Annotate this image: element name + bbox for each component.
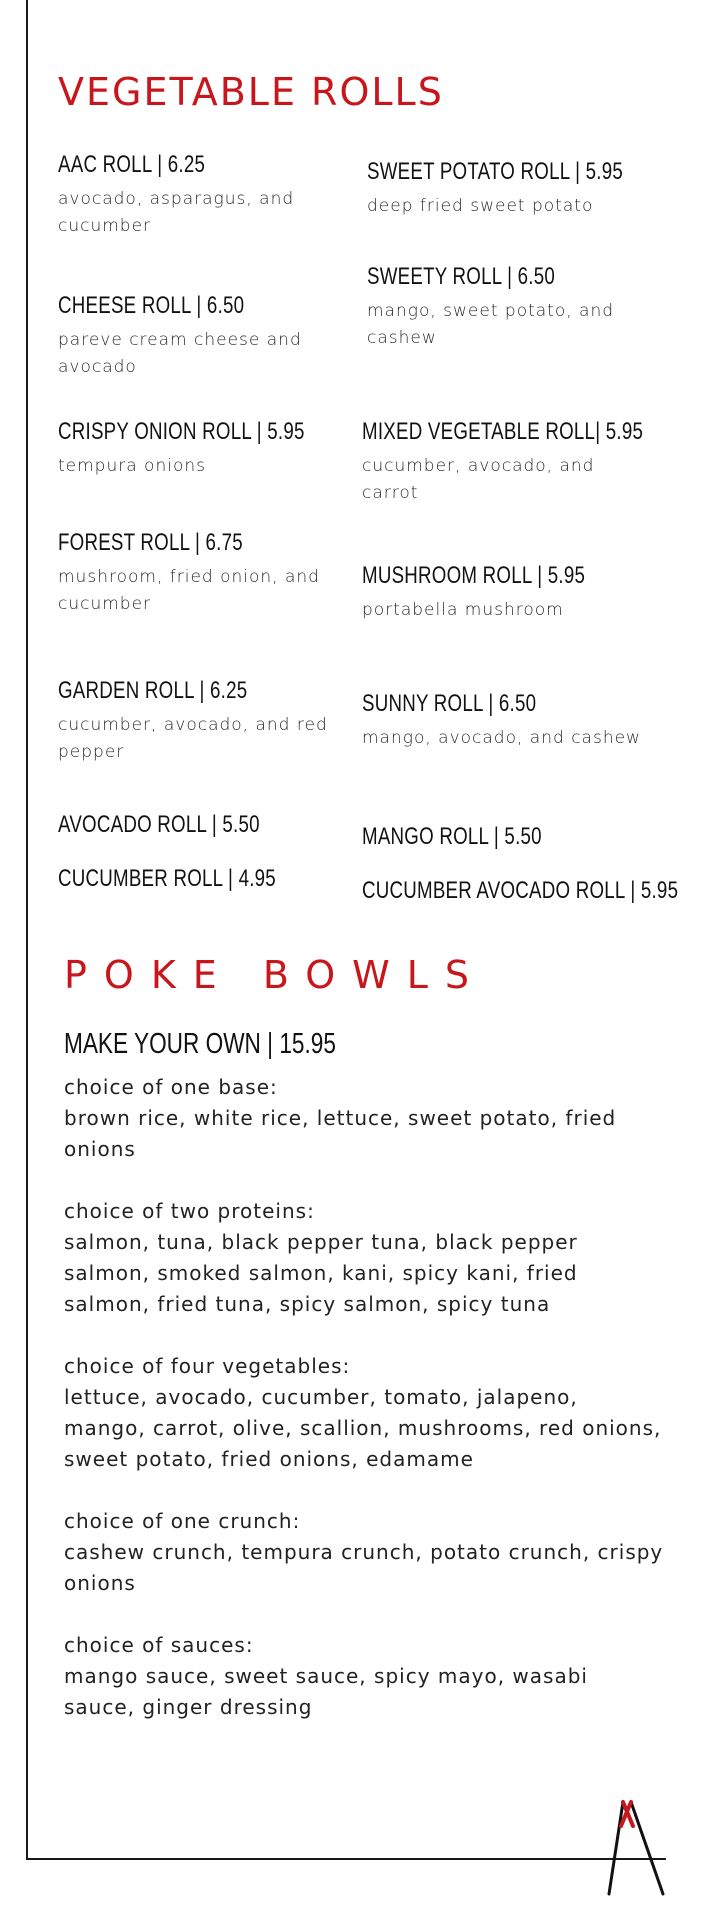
vegetable-rolls-title: VEGETABLE ROLLS <box>58 70 444 114</box>
chopsticks-icon <box>605 1800 667 1896</box>
menu-item-crispy-onion-roll <box>58 417 348 480</box>
item-description: pareve cream cheese and avocado <box>58 330 302 377</box>
item-name: CHEESE ROLL | 6.50 <box>58 292 245 319</box>
poke-choice-crunch <box>64 1506 664 1599</box>
bottom-border-line <box>26 1858 666 1860</box>
poke-choice-proteins <box>64 1196 664 1320</box>
menu-item-aac-roll <box>58 150 348 240</box>
menu-item-cucumber-avocado-roll <box>362 876 679 906</box>
choice-options: salmon, tuna, black pepper tuna, black pepper salmon, smoked salmon, kani, spicy kani, fried salmon, fried tuna, spicy salmon, spicy tuna <box>64 1230 578 1316</box>
item-name: MANGO ROLL | 5.50 <box>362 823 542 850</box>
item-name: CRISPY ONION ROLL | 5.95 <box>58 418 305 445</box>
item-description: avocado, asparagus, and cucumber <box>58 189 295 236</box>
choice-heading: choice of sauces: <box>64 1633 254 1657</box>
item-name: GARDEN ROLL | 6.25 <box>58 677 248 704</box>
menu-item-mango-roll <box>362 822 652 852</box>
poke-choice-base <box>64 1072 664 1165</box>
choice-heading: choice of one base: <box>64 1075 278 1099</box>
item-name: CUCUMBER AVOCADO ROLL | 5.95 <box>362 877 679 904</box>
choice-options: brown rice, white rice, lettuce, sweet potato, fried onions <box>64 1106 617 1161</box>
choice-heading: choice of two proteins: <box>64 1199 315 1223</box>
item-name: SWEETY ROLL | 6.50 <box>367 263 556 290</box>
choice-heading: choice of four vegetables: <box>64 1354 351 1378</box>
choice-options: lettuce, avocado, cucumber, tomato, jalapeno, mango, carrot, olive, scallion, mushrooms, red onions, sweet potato, fried onions, edamame <box>64 1385 662 1471</box>
item-name: CUCUMBER ROLL | 4.95 <box>58 865 276 892</box>
item-name: FOREST ROLL | 6.75 <box>58 529 243 556</box>
menu-item-mushroom-roll <box>362 561 652 624</box>
menu-item-mixed-vegetable-roll <box>362 417 652 507</box>
item-name: AVOCADO ROLL | 5.50 <box>58 811 260 838</box>
menu-item-garden-roll <box>58 676 348 766</box>
menu-item-sweet-potato-roll <box>367 157 657 220</box>
item-description: cucumber, avocado, and carrot <box>362 456 595 503</box>
item-name: MUSHROOM ROLL | 5.95 <box>362 562 586 589</box>
choice-options: mango sauce, sweet sauce, spicy mayo, wasabi sauce, ginger dressing <box>64 1664 588 1719</box>
choice-options: cashew crunch, tempura crunch, potato crunch, crispy onions <box>64 1540 664 1595</box>
make-your-own-item-name: MAKE YOUR OWN | 15.95 <box>64 1028 336 1060</box>
item-name: SUNNY ROLL | 6.50 <box>362 690 537 717</box>
item-description: cucumber, avocado, and red pepper <box>58 715 328 762</box>
menu-item-sunny-roll <box>362 689 682 752</box>
menu-item-forest-roll <box>58 528 348 618</box>
item-description: mushroom, fried onion, and cucumber <box>58 567 320 614</box>
item-description: mango, avocado, and cashew <box>362 728 641 748</box>
poke-bowls-title: POKE BOWLS <box>64 953 487 997</box>
poke-choice-vegetables <box>64 1351 664 1475</box>
menu-item-sweety-roll <box>367 262 657 352</box>
item-name: MIXED VEGETABLE ROLL| 5.95 <box>362 418 644 445</box>
poke-choice-sauces <box>64 1630 664 1723</box>
menu-item-cucumber-roll <box>58 864 348 894</box>
item-description: tempura onions <box>58 456 206 476</box>
item-description: mango, sweet potato, and cashew <box>367 301 615 348</box>
left-border-line <box>26 0 28 1860</box>
item-description: deep fried sweet potato <box>367 196 594 216</box>
menu-item-cheese-roll <box>58 291 348 381</box>
item-description: portabella mushroom <box>362 600 564 620</box>
menu-item-avocado-roll <box>58 810 348 840</box>
item-name: SWEET POTATO ROLL | 5.95 <box>367 158 623 185</box>
item-name: AAC ROLL | 6.25 <box>58 151 206 178</box>
choice-heading: choice of one crunch: <box>64 1509 301 1533</box>
